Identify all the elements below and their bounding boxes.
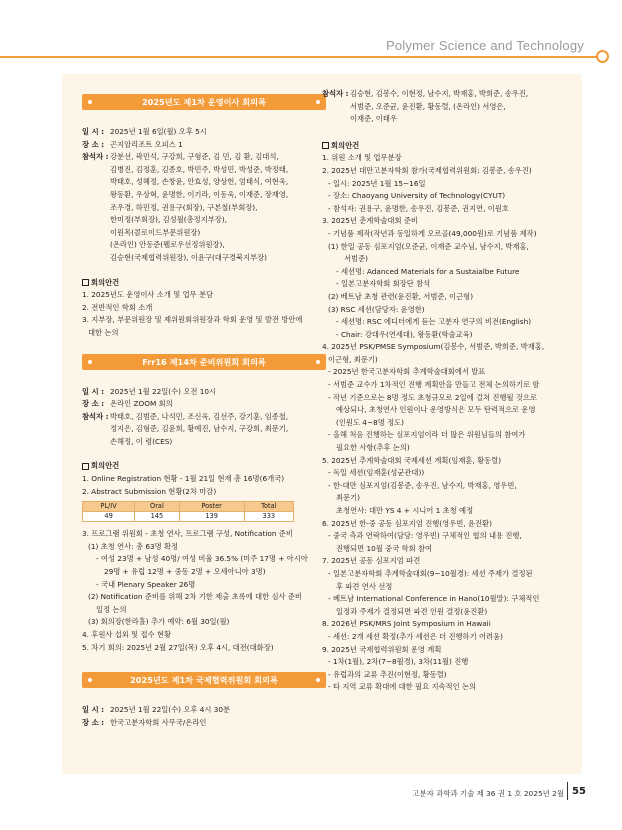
attendee-line: 김승현(국제협력위원장), 이윤구(대구경북지부장): [110, 252, 268, 262]
agenda-item: - 독일 세션(임재훈(성균관대)): [328, 468, 425, 478]
attendee-line: 왕동환, 우상혁, 윤명한, 이기라, 이동욱, 이재준, 장재영,: [110, 189, 289, 199]
attendees-list: [110, 411, 326, 449]
agenda-item: - 한-대만 심포지엄(김봉준, 송우진, 남수지, 박재홍, 영우빈,: [328, 480, 517, 490]
agenda-item: - 일본고분자학회 추계학술대회(9~10월경): 세션 주제가 결정된: [328, 568, 533, 578]
agenda-item: 1. 위원 소개 및 업무분장: [322, 153, 402, 163]
attendee-line: 김승현, 김봉수, 이현정, 남수지, 박재홍, 박희준, 송우진,: [350, 89, 529, 98]
agenda-item: - 올해 처음 진행하는 심포지엄이라 더 많은 위원님들의 참여가: [328, 430, 526, 440]
left-column: [82, 88, 326, 729]
agenda-item: - 일시: 2025년 1월 15~16일: [328, 178, 426, 188]
table-cell: 333: [244, 512, 293, 522]
bullet-dot: [316, 678, 320, 682]
agenda-item: 대한 논의: [88, 327, 119, 337]
agenda-item: 일정과 주제가 결정되면 파견 인원 결정(윤진환): [336, 606, 488, 616]
agenda-item: 9. 2025년 국제협력위원회 운영 계획: [322, 644, 442, 654]
place-label: 장 소 :: [82, 717, 105, 727]
agenda-item: 4. 2025년 PSK/PMSE Symposium(김봉수, 서범준, 박희준, 박재홍,: [322, 342, 545, 352]
attendees-list: [350, 88, 570, 126]
agenda-heading-text: 회의안건: [91, 461, 120, 471]
table-cell: 139: [179, 512, 244, 522]
agenda-item: 3. 프로그램 위원회 - 초청 연사, 프로그램 구성, Notification 준비: [82, 529, 293, 539]
square-bullet-icon: [322, 142, 329, 149]
attendee-line: 김병진, 김정훈, 김종호, 박민주, 박성민, 박성준, 박정태,: [110, 164, 289, 174]
agenda-heading-text: 회의안건: [331, 140, 360, 150]
table-header: PL/IV: [83, 502, 135, 512]
attendee-line: 박태호, 성혜정, 손창윤, 안효성, 양상헌, 엄태식, 여현욱,: [110, 177, 289, 187]
agenda-item: (2) 베트남 초청 관련(윤진환, 서범준, 이근형): [328, 291, 474, 301]
agenda-item: 2. 전반적인 학회 소개: [82, 302, 153, 312]
attendees-label: 참석자 :: [82, 152, 109, 162]
agenda-item: (2) Notification 준비를 위해 2차 기한 제출 초록에 대한 심사 준비: [88, 592, 302, 602]
agenda-item: - 1차(1월), 2차(7~8월경), 3차(11월) 진행: [328, 657, 469, 667]
agenda-item: 5. 2025년 추계학술대회 국제세션 계획(임재훈, 황동렬): [322, 455, 502, 465]
submission-table: [82, 501, 294, 522]
table-row: [83, 512, 294, 522]
agenda-item: - 2025년 한국고분자학회 추계학술대회에서 발표: [328, 367, 486, 377]
section-header-frr16: [82, 354, 326, 370]
agenda-item: - 장소: Chaoyang University of Technology(CYUT): [328, 191, 506, 201]
square-bullet-icon: [82, 279, 89, 286]
agenda-item: - 국내 Plenary Speaker 26명: [96, 579, 196, 589]
date-value: 2025년 1월 22일(수) 오후 4시 30분: [110, 705, 231, 715]
agenda-item: - 타 지역 교류 확대에 대한 필요 지속적인 논의: [328, 682, 477, 692]
meeting-attendees: [322, 88, 570, 126]
agenda-item: 최문기): [336, 493, 360, 503]
square-bullet-icon: [82, 463, 89, 470]
agenda-item: 이근형, 최문기): [328, 354, 378, 364]
agenda-item: 1. Online Registration 현황 - 1월 21일 현재 총 16명(6개국): [82, 474, 285, 484]
bullet-dot: [316, 360, 320, 364]
place-label: 장 소 :: [82, 139, 105, 149]
agenda-item: 서범준): [344, 254, 368, 264]
table-header: Oral: [135, 502, 179, 512]
section-title: 2025년도 제1차 운영이사 회의록: [141, 97, 267, 107]
agenda-item: - 유럽과의 교류 추진(이현정, 황동렬): [328, 669, 447, 679]
meeting-place: [82, 398, 326, 411]
agenda-item: (3) RSC 세션(담당자: 윤영한): [328, 304, 425, 314]
table-header: Total: [244, 502, 293, 512]
agenda-item: 5. 차기 회의: 2025년 2월 27일(목) 오후 4시, 대전(대화장): [82, 642, 274, 652]
agenda-item: - Chair: 강대우(연세대), 왕동환(학술교육): [336, 329, 473, 339]
date-value: 2025년 1월 22일(수) 오전 10시: [110, 386, 217, 396]
meeting-date: [82, 386, 326, 399]
agenda-item: (1) 한일 공동 심포지엄(오준균, 이재준 교수님, 남수지, 박재홍,: [328, 241, 529, 251]
agenda-heading: [82, 277, 326, 290]
place-value: 한국고분자학회 사무국/온라인: [110, 717, 207, 727]
section-header-intl-cooperation: [82, 672, 326, 688]
agenda-item: 3. 지부장, 부문위원장 및 제위원회위원장과 학회 운영 및 발전 방안에: [82, 315, 303, 325]
agenda-item: - 중국 측과 연락하여(담당: 영우빈) 구체적인 협의 내용 진행,: [328, 531, 522, 541]
agenda-item: - 세션: 2개 세션 확정(추가 세션은 더 진행하기 어려움): [328, 631, 503, 641]
agenda-item: - 세션명: RSC 에디터에게 듣는 고분자 연구의 비전(English): [336, 317, 532, 327]
right-column: [322, 88, 570, 694]
agenda-item: (1) 초청 연사: 총 63명 확정: [88, 541, 179, 551]
meeting-place: [82, 139, 326, 152]
attendee-line: 박태호, 김범준, 나석민, 조신욱, 김선주, 강기훈, 임종철,: [110, 411, 289, 421]
agenda-item: 후 파견 연사 선정: [336, 581, 393, 591]
agenda-item: 29명 + 유럽 12명 + 중동 2명 + 오세아니아 3명): [104, 567, 266, 577]
footer-journal-info: 고분자 과학과 기술 제 36 권 1 호 2025년 2월: [412, 789, 564, 798]
agenda-item: 2. 2025년 대만고분자학회 참가(국제협력위원회: 김봉준, 송우진): [322, 165, 532, 175]
attendee-line: 조우경, 하민정, 권용구(회장), 구본철(부회장),: [110, 202, 258, 212]
footer-divider: [567, 782, 568, 800]
place-value: 온라인 ZOOM 회의: [110, 399, 173, 409]
agenda-item: 8. 2026년 PSK/MRS Joint Symposium in Hawaii: [322, 619, 491, 629]
agenda-item: 일정 논의: [96, 604, 127, 614]
agenda-item: 6. 2025년 한-중 공동 심포지엄 진행(영우빈, 윤진환): [322, 518, 492, 528]
attendee-line: 이원목(콜로이드부문위원장): [110, 227, 201, 237]
agenda-item: 예상되나, 초청연사 인원이나 운영방식은 모두 탄력적으로 운영: [336, 405, 536, 415]
meeting-attendees: [82, 411, 326, 449]
header-circle-ornament: [596, 50, 609, 63]
meeting-date: [82, 704, 326, 717]
agenda-heading: [82, 460, 326, 473]
table-header: Poster: [179, 502, 244, 512]
journal-title: Polymer Science and Technology: [386, 38, 584, 53]
section-title: Frr16 제14차 준비위원회 회의록: [142, 356, 266, 367]
bullet-dot: [88, 678, 92, 682]
section-header-operating-board: [82, 94, 326, 110]
table-cell: 145: [135, 512, 179, 522]
meeting-place: [82, 717, 326, 730]
bullet-dot: [88, 360, 92, 364]
meeting-date: [82, 126, 326, 139]
agenda-item: - 베트남 International Conference in Hano(10월말): 구체적인: [328, 594, 540, 604]
date-label: 일 시 :: [82, 127, 105, 136]
section-title: 2025년도 제1차 국제협력위원회 회의록: [130, 675, 278, 686]
agenda-item: - 기념품 제작(작년과 동일하게 오르골(49,000원)로 기념품 제작): [328, 228, 537, 238]
agenda-item: - 여성 23명 + 남성 40명/ 여성 비율 36.5% (미주 17명 + 아시아: [96, 554, 308, 564]
attendees-label: 참석자 :: [322, 89, 349, 98]
attendee-line: 손해정, 이 령(CES): [110, 436, 173, 446]
agenda-item: 초청연사: 대만 YS 4 + 시니어 1 초청 예정: [336, 506, 474, 515]
date-label: 일 시 :: [82, 386, 105, 396]
bullet-dot: [316, 100, 320, 104]
attendee-line: (온라인) 안동준(웰로우선정위원장),: [110, 240, 225, 250]
agenda-item: - 작년 기준으로는 8명 정도 초청규모로 2일에 걸쳐 진행될 것으로: [328, 392, 538, 402]
meeting-attendees: [82, 151, 326, 264]
agenda-item: 1. 2025년도 운영이사 소개 및 업무 분담: [82, 290, 214, 300]
bullet-dot: [88, 100, 92, 104]
page-number: 55: [572, 786, 586, 797]
table-cell: 49: [83, 512, 135, 522]
agenda-item: 필요한 사항(추후 논의): [336, 443, 410, 453]
table-header-row: [83, 502, 294, 512]
agenda-item: 진행되면 10월 중국 학회 참여: [336, 543, 433, 553]
agenda-item: - 참석자: 권용구, 윤명한, 송우진, 김봉준, 권지연, 이원호: [328, 203, 509, 213]
agenda-item: 3. 2025년 춘계학술대회 준비: [322, 216, 418, 226]
attendees-label: 참석자 :: [82, 411, 109, 421]
attendee-line: 한미정(부회장), 김성월(총정지부장),: [110, 215, 228, 225]
date-label: 일 시 :: [82, 705, 105, 715]
agenda-heading: [322, 140, 570, 153]
agenda-item: 4. 후원사 섭외 및 접수 현황: [82, 630, 172, 639]
place-value: 곤지암리조트 오피스 1: [110, 139, 183, 149]
agenda-item: (3) 회의장(한라홀) 추가 예약: 6월 30일(월): [88, 617, 230, 627]
agenda-item: - 세션명: Adanced Materials for a Sustaialbe Future: [336, 266, 520, 276]
agenda-heading-text: 회의안건: [91, 277, 120, 287]
date-value: 2025년 1월 6일(월) 오후 5시: [110, 127, 207, 136]
attendees-list: [110, 151, 326, 264]
attendee-line: 강분선, 곽민석, 구강희, 구형준, 김 민, 김 환, 김대석,: [110, 152, 279, 162]
agenda-item: - 일본고분자학회 회장단 참석: [336, 279, 431, 289]
agenda-item: (인원도 4~8명 정도): [336, 417, 405, 427]
agenda-item: 7. 2025년 공동 심포지엄 파견: [322, 556, 421, 566]
agenda-item: 2. Abstract Submission 현황(2차 마감): [82, 486, 217, 496]
place-label: 장 소 :: [82, 399, 105, 409]
agenda-item: - 서범준 교수가 1차적인 진행 계획안을 만들고 전체 논의하기로 함: [328, 380, 540, 390]
attendee-line: 이재준, 이태우: [350, 114, 397, 124]
attendee-line: 정지은, 김형준, 김윤희, 황예진, 남수지, 구강희, 최문기,: [110, 424, 289, 434]
attendee-line: 서범준, 오준균, 윤진환, 황동렬, (온라인) 서영은,: [350, 101, 506, 111]
header-rule: [0, 56, 600, 58]
